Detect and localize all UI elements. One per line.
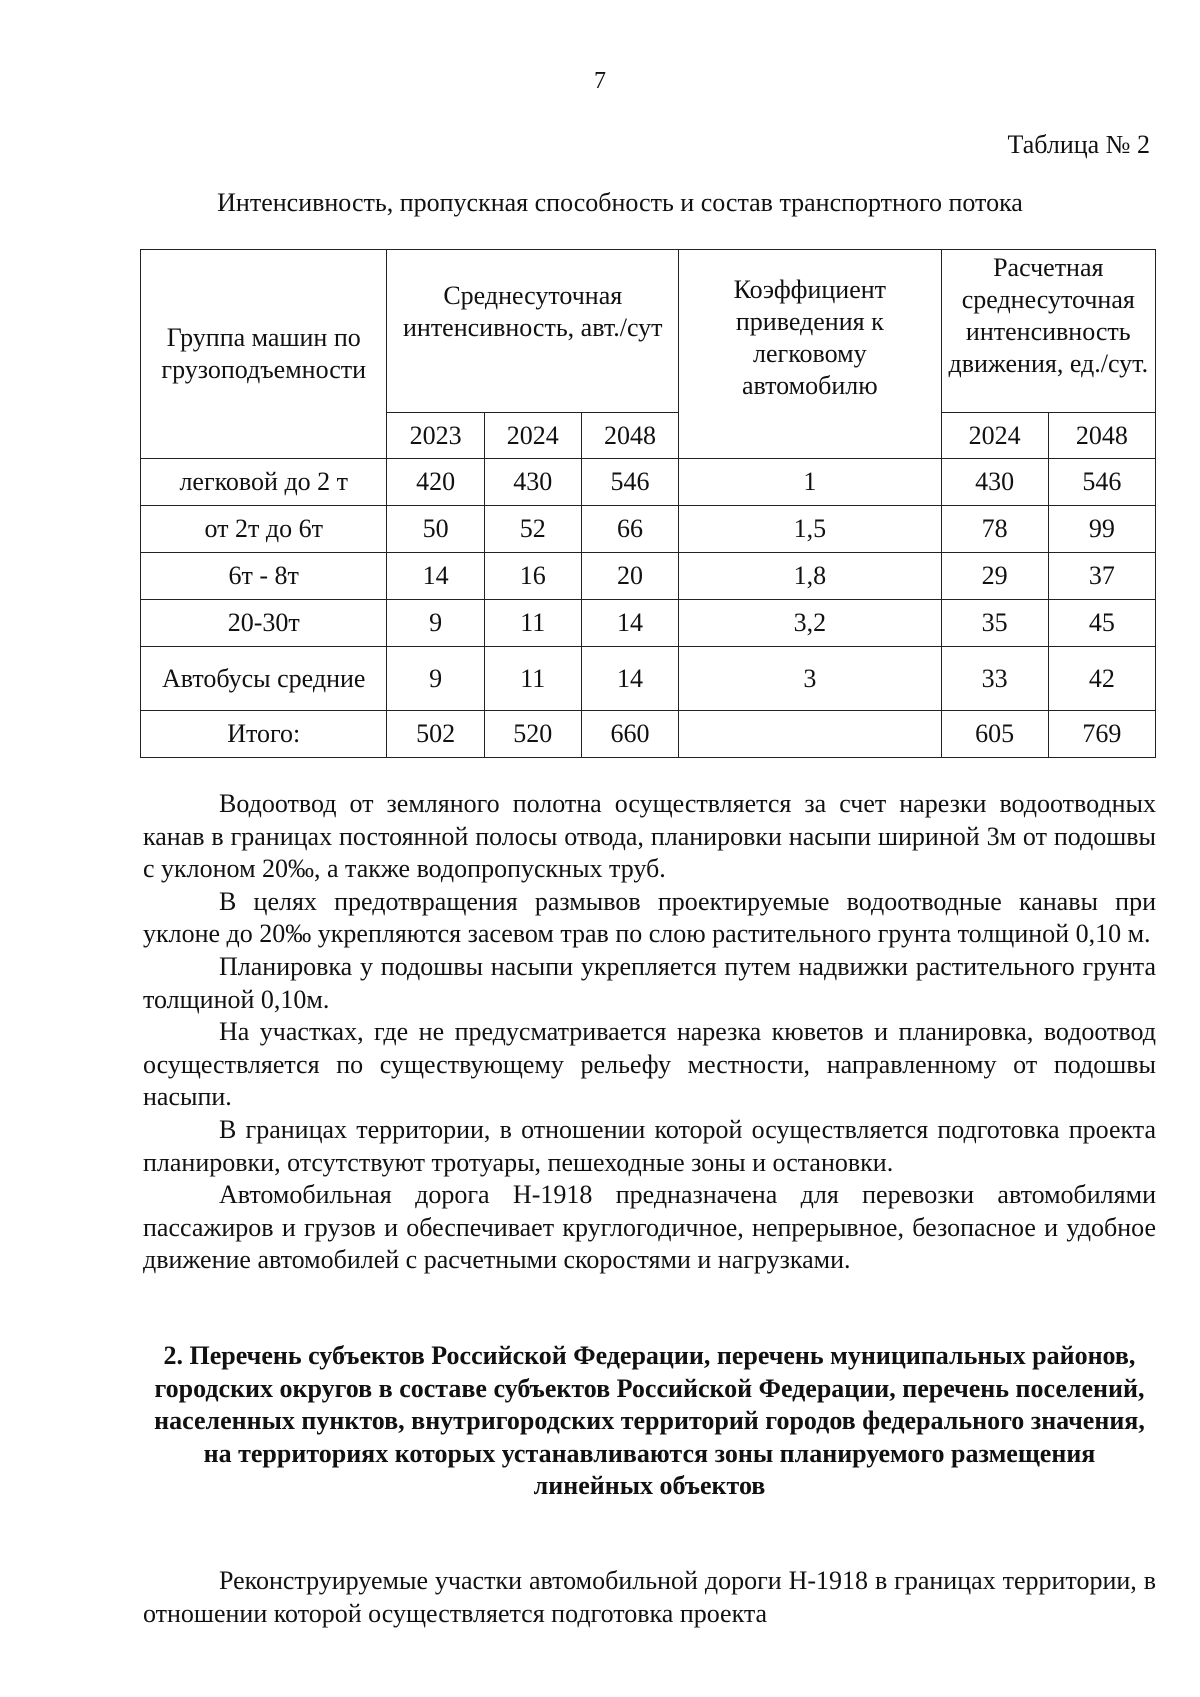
cell-value: 9	[387, 600, 484, 647]
cell-value: 99	[1048, 506, 1155, 553]
table-row	[141, 459, 1156, 506]
paragraph: В целях предотвращения размывов проектируемые водоотводные канавы при уклоне до 20‰ укрепляются засевом трав по слою растительного грунта толщиной 0,10 м.	[143, 886, 1156, 949]
cell-value: 420	[387, 459, 484, 506]
cell-value: 78	[941, 506, 1048, 553]
cell-group: от 2т до 6т	[141, 506, 387, 553]
header-year: 2048	[1048, 413, 1155, 459]
table-row	[141, 647, 1156, 711]
cell-value: 66	[581, 506, 678, 553]
cell-value: 502	[387, 711, 484, 758]
cell-coef: 1	[679, 459, 942, 506]
header-year: 2048	[581, 413, 678, 459]
paragraph: В границах территории, в отношении которой осуществляется подготовка проекта планировки, отсутствуют тротуары, пешеходные зоны и остановки.	[143, 1114, 1156, 1177]
table-label: Таблица № 2	[1007, 130, 1150, 159]
cell-group: Итого:	[141, 711, 387, 758]
cell-value: 29	[941, 553, 1048, 600]
table-row	[141, 600, 1156, 647]
cell-value: 37	[1048, 553, 1155, 600]
paragraph: Планировка у подошвы насыпи укрепляется путем надвижки растительного грунта толщиной 0,10м.	[143, 951, 1156, 1014]
cell-value: 546	[1048, 459, 1155, 506]
table-title: Интенсивность, пропускная способность и состав транспортного потока	[217, 188, 1023, 217]
cell-value: 52	[484, 506, 581, 553]
header-avg-intensity: Среднесуточная интенсивность, авт./сут	[387, 250, 679, 413]
cell-value: 769	[1048, 711, 1155, 758]
cell-value: 9	[387, 647, 484, 711]
cell-value: 11	[484, 600, 581, 647]
header-year: 2024	[941, 413, 1048, 459]
cell-coef	[679, 711, 942, 758]
cell-value: 520	[484, 711, 581, 758]
cell-value: 430	[484, 459, 581, 506]
cell-coef: 3	[679, 647, 942, 711]
table-row	[141, 506, 1156, 553]
header-coefficient: Коэффициент приведения к легковому автомобилю	[679, 250, 942, 459]
cell-group: 20-30т	[141, 600, 387, 647]
cell-value: 14	[581, 647, 678, 711]
cell-value: 16	[484, 553, 581, 600]
paragraph: На участках, где не предусматривается нарезка кюветов и планировка, водоотвод осуществляется по существующему рельефу местности, направленному от подошвы насыпи.	[143, 1017, 1156, 1112]
traffic-table	[140, 249, 1156, 758]
cell-value: 20	[581, 553, 678, 600]
cell-value: 14	[581, 600, 678, 647]
cell-value: 14	[387, 553, 484, 600]
table-total-row	[141, 711, 1156, 758]
paragraph: Автомобильная дорога Н-1918 предназначена для перевозки автомобилями пассажиров и грузов и обеспечивает круглогодичное, непрерывное, безопасное и удобное движение автомобилей с расчетными скоростями и нагрузками.	[143, 1180, 1156, 1275]
cell-coef: 1,8	[679, 553, 942, 600]
body-text-continued	[143, 1565, 1156, 1630]
cell-value: 605	[941, 711, 1048, 758]
paragraph: Водоотвод от земляного полотна осуществляется за счет нарезки водоотводных канав в границах постоянной полосы отвода, планировки насыпи шириной 3м от подошвы с уклоном 20‰, а также водопропускных труб.	[143, 789, 1156, 884]
cell-value: 35	[941, 600, 1048, 647]
cell-group: 6т - 8т	[141, 553, 387, 600]
paragraph: Реконструируемые участки автомобильной дороги Н-1918 в границах территории, в отношении которой осуществляется подготовка проекта	[143, 1566, 1156, 1628]
header-calc-intensity: Расчетная среднесуточная интенсивность движения, ед./сут.	[941, 250, 1155, 413]
cell-value: 11	[484, 647, 581, 711]
cell-value: 546	[581, 459, 678, 506]
cell-value: 430	[941, 459, 1048, 506]
cell-value: 45	[1048, 600, 1155, 647]
cell-group: Автобусы средние	[141, 647, 387, 711]
cell-coef: 1,5	[679, 506, 942, 553]
header-year: 2023	[387, 413, 484, 459]
cell-coef: 3,2	[679, 600, 942, 647]
cell-value: 660	[581, 711, 678, 758]
body-text	[143, 788, 1156, 1277]
cell-value: 33	[941, 647, 1048, 711]
header-year: 2024	[484, 413, 581, 459]
cell-value: 50	[387, 506, 484, 553]
page-number: 7	[594, 68, 606, 94]
cell-group: легковой до 2 т	[141, 459, 387, 506]
cell-value: 42	[1048, 647, 1155, 711]
header-group: Группа машин по грузоподъемности	[141, 250, 387, 459]
table-row	[141, 553, 1156, 600]
section-heading: 2. Перечень субъектов Российской Федерации, перечень муниципальных районов, городских округов в составе субъектов Российской Федерации, перечень поселений, населенных пунктов, внутригородских территорий городов федерального значения, на территориях которых устанавливаются зоны планируемого размещения линейных объектов	[154, 1341, 1145, 1501]
